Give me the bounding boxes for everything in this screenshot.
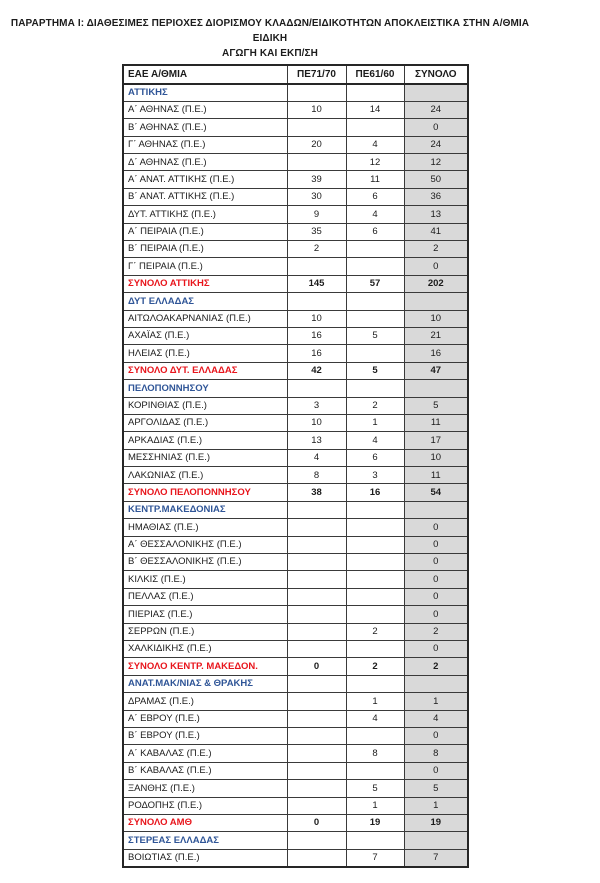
pe61-value-cell: 2 xyxy=(346,623,404,640)
region-label-cell: ΣΥΝΟΛΟ ΚΕΝΤΡ. ΜΑΚΕΔΟΝ. xyxy=(123,658,287,675)
pe71-value-cell xyxy=(287,380,346,397)
region-label-cell: ΜΕΣΣΗΝΙΑΣ (Π.Ε.) xyxy=(123,449,287,466)
region-label-cell: ΧΑΛΚΙΔΙΚΗΣ (Π.Ε.) xyxy=(123,641,287,658)
total-value-cell xyxy=(404,84,468,101)
region-label-cell: Α΄ ΕΒΡΟΥ (Π.Ε.) xyxy=(123,710,287,727)
total-value-cell: 0 xyxy=(404,119,468,136)
pe61-value-cell: 4 xyxy=(346,710,404,727)
region-label-cell: ΣΥΝΟΛΟ ΑΤΤΙΚΗΣ xyxy=(123,275,287,292)
region-label-cell: Α΄ ΑΘΗΝΑΣ (Π.Ε.) xyxy=(123,101,287,118)
total-value-cell: 0 xyxy=(404,536,468,553)
total-value-cell: 10 xyxy=(404,449,468,466)
region-label-cell: Δ΄ ΑΘΗΝΑΣ (Π.Ε.) xyxy=(123,154,287,171)
region-label-cell: ΠΕΛΟΠΟΝΝΗΣΟΥ xyxy=(123,380,287,397)
section-row xyxy=(123,501,468,518)
total-value-cell: 0 xyxy=(404,571,468,588)
pe61-value-cell: 6 xyxy=(346,188,404,205)
header-row xyxy=(123,65,468,84)
region-label-cell: ΑΝΑΤ.ΜΑΚ/ΝΙΑΣ & ΘΡΑΚΗΣ xyxy=(123,675,287,692)
pe71-value-cell xyxy=(287,501,346,518)
table-row xyxy=(123,710,468,727)
region-label-cell: Α΄ ΠΕΙΡΑΙΑ (Π.Ε.) xyxy=(123,223,287,240)
pe61-value-cell: 1 xyxy=(346,693,404,710)
total-value-cell: 19 xyxy=(404,814,468,831)
pe71-value-cell xyxy=(287,571,346,588)
region-label-cell: ΚΕΝΤΡ.ΜΑΚΕΔΟΝΙΑΣ xyxy=(123,501,287,518)
pe61-value-cell xyxy=(346,310,404,327)
section-row xyxy=(123,293,468,310)
region-label-cell: ΠΕΛΛΑΣ (Π.Ε.) xyxy=(123,588,287,605)
total-value-cell: 2 xyxy=(404,658,468,675)
total-value-cell xyxy=(404,293,468,310)
pe71-value-cell xyxy=(287,797,346,814)
total-value-cell: 8 xyxy=(404,745,468,762)
table-row xyxy=(123,241,468,258)
table-row xyxy=(123,641,468,658)
region-label-cell: ΑΡΓΟΛΙΔΑΣ (Π.Ε.) xyxy=(123,414,287,431)
total-value-cell: 2 xyxy=(404,241,468,258)
table-row xyxy=(123,536,468,553)
table-row xyxy=(123,623,468,640)
section-row xyxy=(123,84,468,101)
pe61-value-cell: 11 xyxy=(346,171,404,188)
pe61-value-cell xyxy=(346,588,404,605)
total-value-cell: 24 xyxy=(404,136,468,153)
pe61-value-cell: 6 xyxy=(346,449,404,466)
total-value-cell: 36 xyxy=(404,188,468,205)
table-row xyxy=(123,780,468,797)
region-label-cell: ΗΜΑΘΙΑΣ (Π.Ε.) xyxy=(123,519,287,536)
table-row xyxy=(123,797,468,814)
table-row xyxy=(123,119,468,136)
pe61-value-cell: 14 xyxy=(346,101,404,118)
total-value-cell: 11 xyxy=(404,467,468,484)
pe61-value-cell: 5 xyxy=(346,362,404,379)
page-title-line2: ΑΓΩΓΗ ΚΑΙ ΕΚΠ/ΣΗ xyxy=(222,48,318,59)
table-row xyxy=(123,554,468,571)
page-title xyxy=(0,16,540,61)
pe61-value-cell: 19 xyxy=(346,814,404,831)
pe71-value-cell xyxy=(287,554,346,571)
table-row xyxy=(123,467,468,484)
table-row xyxy=(123,206,468,223)
table-row xyxy=(123,397,468,414)
region-label-cell: Γ΄ ΑΘΗΝΑΣ (Π.Ε.) xyxy=(123,136,287,153)
pe71-value-cell: 20 xyxy=(287,136,346,153)
table-row xyxy=(123,762,468,779)
header-cell-pe71: ΠΕ71/70 xyxy=(287,65,346,84)
pe71-value-cell xyxy=(287,762,346,779)
pe71-value-cell xyxy=(287,832,346,849)
total-value-cell: 4 xyxy=(404,710,468,727)
table-header xyxy=(123,65,468,84)
table-row xyxy=(123,606,468,623)
pe61-value-cell: 5 xyxy=(346,780,404,797)
total-value-cell: 0 xyxy=(404,519,468,536)
region-label-cell: Α΄ ΑΝΑΤ. ΑΤΤΙΚΗΣ (Π.Ε.) xyxy=(123,171,287,188)
pe61-value-cell: 4 xyxy=(346,206,404,223)
pe61-value-cell xyxy=(346,606,404,623)
pe71-value-cell: 13 xyxy=(287,432,346,449)
table-row xyxy=(123,258,468,275)
table-row xyxy=(123,345,468,362)
region-label-cell: ΣΥΝΟΛΟ ΠΕΛΟΠΟΝΝΗΣΟΥ xyxy=(123,484,287,501)
pe71-value-cell: 2 xyxy=(287,241,346,258)
regions-table xyxy=(122,64,469,868)
table-row xyxy=(123,154,468,171)
pe71-value-cell: 42 xyxy=(287,362,346,379)
region-label-cell: ΣΥΝΟΛΟ ΑΜΘ xyxy=(123,814,287,831)
pe71-value-cell: 38 xyxy=(287,484,346,501)
region-label-cell: Β΄ ΠΕΙΡΑΙΑ (Π.Ε.) xyxy=(123,241,287,258)
pe71-value-cell xyxy=(287,293,346,310)
table-row xyxy=(123,519,468,536)
total-value-cell: 0 xyxy=(404,606,468,623)
pe61-value-cell xyxy=(346,519,404,536)
table-row xyxy=(123,188,468,205)
total-value-cell: 10 xyxy=(404,310,468,327)
region-label-cell: ΗΛΕΙΑΣ (Π.Ε.) xyxy=(123,345,287,362)
region-label-cell: ΠΙΕΡΙΑΣ (Π.Ε.) xyxy=(123,606,287,623)
page-title-line1: ΠΑΡΑΡΤΗΜΑ Ι: ΔΙΑΘΕΣΙΜΕΣ ΠΕΡΙΟΧΕΣ ΔΙΟΡΙΣΜΟΥ ΚΛΑΔΩΝ/ΕΙΔΙΚΟΤΗΤΩΝ ΑΠΟΚΛΕΙΣΤΙΚΑ ΣΤΗΝ Α/ΘΜΙΑ ΕΙΔΙΚΗ xyxy=(10,18,530,44)
pe61-value-cell: 8 xyxy=(346,745,404,762)
pe71-value-cell xyxy=(287,519,346,536)
pe61-value-cell xyxy=(346,345,404,362)
total-value-cell: 0 xyxy=(404,762,468,779)
pe71-value-cell xyxy=(287,84,346,101)
table-row xyxy=(123,449,468,466)
table-row xyxy=(123,727,468,744)
section-row xyxy=(123,675,468,692)
total-value-cell: 24 xyxy=(404,101,468,118)
pe71-value-cell: 0 xyxy=(287,814,346,831)
pe61-value-cell: 4 xyxy=(346,136,404,153)
total-value-cell: 2 xyxy=(404,623,468,640)
pe71-value-cell xyxy=(287,623,346,640)
region-label-cell: ΛΑΚΩΝΙΑΣ (Π.Ε.) xyxy=(123,467,287,484)
region-label-cell: Β΄ ΚΑΒΑΛΑΣ (Π.Ε.) xyxy=(123,762,287,779)
region-label-cell: ΒΟΙΩΤΙΑΣ (Π.Ε.) xyxy=(123,849,287,866)
region-label-cell: ΡΟΔΟΠΗΣ (Π.Ε.) xyxy=(123,797,287,814)
pe71-value-cell xyxy=(287,641,346,658)
pe61-value-cell xyxy=(346,675,404,692)
pe61-value-cell: 1 xyxy=(346,414,404,431)
pe61-value-cell xyxy=(346,241,404,258)
section-row xyxy=(123,832,468,849)
pe71-value-cell: 16 xyxy=(287,327,346,344)
region-label-cell: Γ΄ ΠΕΙΡΑΙΑ (Π.Ε.) xyxy=(123,258,287,275)
pe71-value-cell: 16 xyxy=(287,345,346,362)
total-value-cell: 47 xyxy=(404,362,468,379)
region-label-cell: ΚΟΡΙΝΘΙΑΣ (Π.Ε.) xyxy=(123,397,287,414)
table-row xyxy=(123,171,468,188)
region-label-cell: Β΄ ΑΝΑΤ. ΑΤΤΙΚΗΣ (Π.Ε.) xyxy=(123,188,287,205)
pe71-value-cell xyxy=(287,780,346,797)
pe61-value-cell: 5 xyxy=(346,327,404,344)
pe71-value-cell xyxy=(287,536,346,553)
pe71-value-cell xyxy=(287,693,346,710)
pe61-value-cell xyxy=(346,380,404,397)
total-value-cell xyxy=(404,501,468,518)
region-label-cell: ΑΤΤΙΚΗΣ xyxy=(123,84,287,101)
pe61-value-cell: 16 xyxy=(346,484,404,501)
table-body xyxy=(123,84,468,867)
region-label-cell: ΞΑΝΘΗΣ (Π.Ε.) xyxy=(123,780,287,797)
pe61-value-cell xyxy=(346,119,404,136)
pe71-value-cell xyxy=(287,588,346,605)
total-value-cell: 0 xyxy=(404,588,468,605)
header-cell-total: ΣΥΝΟΛΟ xyxy=(404,65,468,84)
pe61-value-cell: 2 xyxy=(346,397,404,414)
total-value-cell: 0 xyxy=(404,258,468,275)
table-row xyxy=(123,101,468,118)
table-row xyxy=(123,327,468,344)
pe71-value-cell xyxy=(287,154,346,171)
total-value-cell: 0 xyxy=(404,554,468,571)
pe71-value-cell: 145 xyxy=(287,275,346,292)
pe61-value-cell: 6 xyxy=(346,223,404,240)
pe61-value-cell: 3 xyxy=(346,467,404,484)
total-value-cell: 7 xyxy=(404,849,468,866)
pe71-value-cell: 10 xyxy=(287,310,346,327)
region-label-cell: ΣΥΝΟΛΟ ΔΥΤ. ΕΛΛΑΔΑΣ xyxy=(123,362,287,379)
pe61-value-cell: 1 xyxy=(346,797,404,814)
total-value-cell: 50 xyxy=(404,171,468,188)
pe71-value-cell: 9 xyxy=(287,206,346,223)
pe61-value-cell xyxy=(346,554,404,571)
pe61-value-cell xyxy=(346,641,404,658)
pe61-value-cell: 4 xyxy=(346,432,404,449)
table-row xyxy=(123,571,468,588)
total-value-cell: 54 xyxy=(404,484,468,501)
total-value-cell: 1 xyxy=(404,797,468,814)
total-value-cell: 0 xyxy=(404,727,468,744)
pe61-value-cell: 12 xyxy=(346,154,404,171)
total-value-cell: 16 xyxy=(404,345,468,362)
total-value-cell xyxy=(404,675,468,692)
region-label-cell: ΚΙΛΚΙΣ (Π.Ε.) xyxy=(123,571,287,588)
table-row xyxy=(123,310,468,327)
pe61-value-cell xyxy=(346,258,404,275)
total-value-cell: 12 xyxy=(404,154,468,171)
region-label-cell: ΑΧΑΪΑΣ (Π.Ε.) xyxy=(123,327,287,344)
total-value-cell: 1 xyxy=(404,693,468,710)
table-row xyxy=(123,136,468,153)
region-label-cell: Β΄ ΑΘΗΝΑΣ (Π.Ε.) xyxy=(123,119,287,136)
region-label-cell: ΔΥΤ. ΑΤΤΙΚΗΣ (Π.Ε.) xyxy=(123,206,287,223)
total-value-cell xyxy=(404,380,468,397)
pe71-value-cell: 10 xyxy=(287,414,346,431)
region-label-cell: ΑΡΚΑΔΙΑΣ (Π.Ε.) xyxy=(123,432,287,449)
table-row xyxy=(123,849,468,866)
region-label-cell: Α΄ ΘΕΣΣΑΛΟΝΙΚΗΣ (Π.Ε.) xyxy=(123,536,287,553)
region-label-cell: ΣΤΕΡΕΑΣ ΕΛΛΑΔΑΣ xyxy=(123,832,287,849)
header-cell-pe61: ΠΕ61/60 xyxy=(346,65,404,84)
pe61-value-cell: 2 xyxy=(346,658,404,675)
pe61-value-cell: 57 xyxy=(346,275,404,292)
total-row xyxy=(123,658,468,675)
total-row xyxy=(123,275,468,292)
pe71-value-cell xyxy=(287,745,346,762)
region-label-cell: Α΄ ΚΑΒΑΛΑΣ (Π.Ε.) xyxy=(123,745,287,762)
pe71-value-cell: 35 xyxy=(287,223,346,240)
pe61-value-cell xyxy=(346,571,404,588)
pe61-value-cell xyxy=(346,536,404,553)
pe71-value-cell xyxy=(287,606,346,623)
region-label-cell: ΣΕΡΡΩΝ (Π.Ε.) xyxy=(123,623,287,640)
total-value-cell: 5 xyxy=(404,397,468,414)
region-label-cell: Β΄ ΘΕΣΣΑΛΟΝΙΚΗΣ (Π.Ε.) xyxy=(123,554,287,571)
pe61-value-cell xyxy=(346,293,404,310)
total-value-cell: 13 xyxy=(404,206,468,223)
region-label-cell: Β΄ ΕΒΡΟΥ (Π.Ε.) xyxy=(123,727,287,744)
total-value-cell: 5 xyxy=(404,780,468,797)
pe71-value-cell xyxy=(287,727,346,744)
pe71-value-cell xyxy=(287,849,346,866)
total-row xyxy=(123,814,468,831)
pe71-value-cell: 8 xyxy=(287,467,346,484)
table-row xyxy=(123,588,468,605)
table-row xyxy=(123,432,468,449)
pe71-value-cell: 4 xyxy=(287,449,346,466)
pe71-value-cell: 39 xyxy=(287,171,346,188)
pe61-value-cell xyxy=(346,84,404,101)
pe61-value-cell: 7 xyxy=(346,849,404,866)
region-label-cell: ΑΙΤΩΛΟΑΚΑΡΝΑΝΙΑΣ (Π.Ε.) xyxy=(123,310,287,327)
region-label-cell: ΔΡΑΜΑΣ (Π.Ε.) xyxy=(123,693,287,710)
total-row xyxy=(123,362,468,379)
total-value-cell: 21 xyxy=(404,327,468,344)
total-value-cell: 0 xyxy=(404,641,468,658)
pe61-value-cell xyxy=(346,727,404,744)
pe71-value-cell xyxy=(287,258,346,275)
pe61-value-cell xyxy=(346,762,404,779)
total-value-cell: 11 xyxy=(404,414,468,431)
section-row xyxy=(123,380,468,397)
total-value-cell: 202 xyxy=(404,275,468,292)
pe71-value-cell: 0 xyxy=(287,658,346,675)
header-cell-region: ΕΑΕ Α/ΘΜΙΑ xyxy=(123,65,287,84)
table-row xyxy=(123,414,468,431)
pe71-value-cell xyxy=(287,675,346,692)
table-row xyxy=(123,745,468,762)
pe71-value-cell: 10 xyxy=(287,101,346,118)
pe71-value-cell xyxy=(287,710,346,727)
table-row xyxy=(123,693,468,710)
pe71-value-cell xyxy=(287,119,346,136)
total-value-cell: 41 xyxy=(404,223,468,240)
region-label-cell: ΔΥΤ ΕΛΛΑΔΑΣ xyxy=(123,293,287,310)
pe61-value-cell xyxy=(346,501,404,518)
total-value-cell: 17 xyxy=(404,432,468,449)
total-row xyxy=(123,484,468,501)
pe61-value-cell xyxy=(346,832,404,849)
pe71-value-cell: 3 xyxy=(287,397,346,414)
table-row xyxy=(123,223,468,240)
pe71-value-cell: 30 xyxy=(287,188,346,205)
total-value-cell xyxy=(404,832,468,849)
